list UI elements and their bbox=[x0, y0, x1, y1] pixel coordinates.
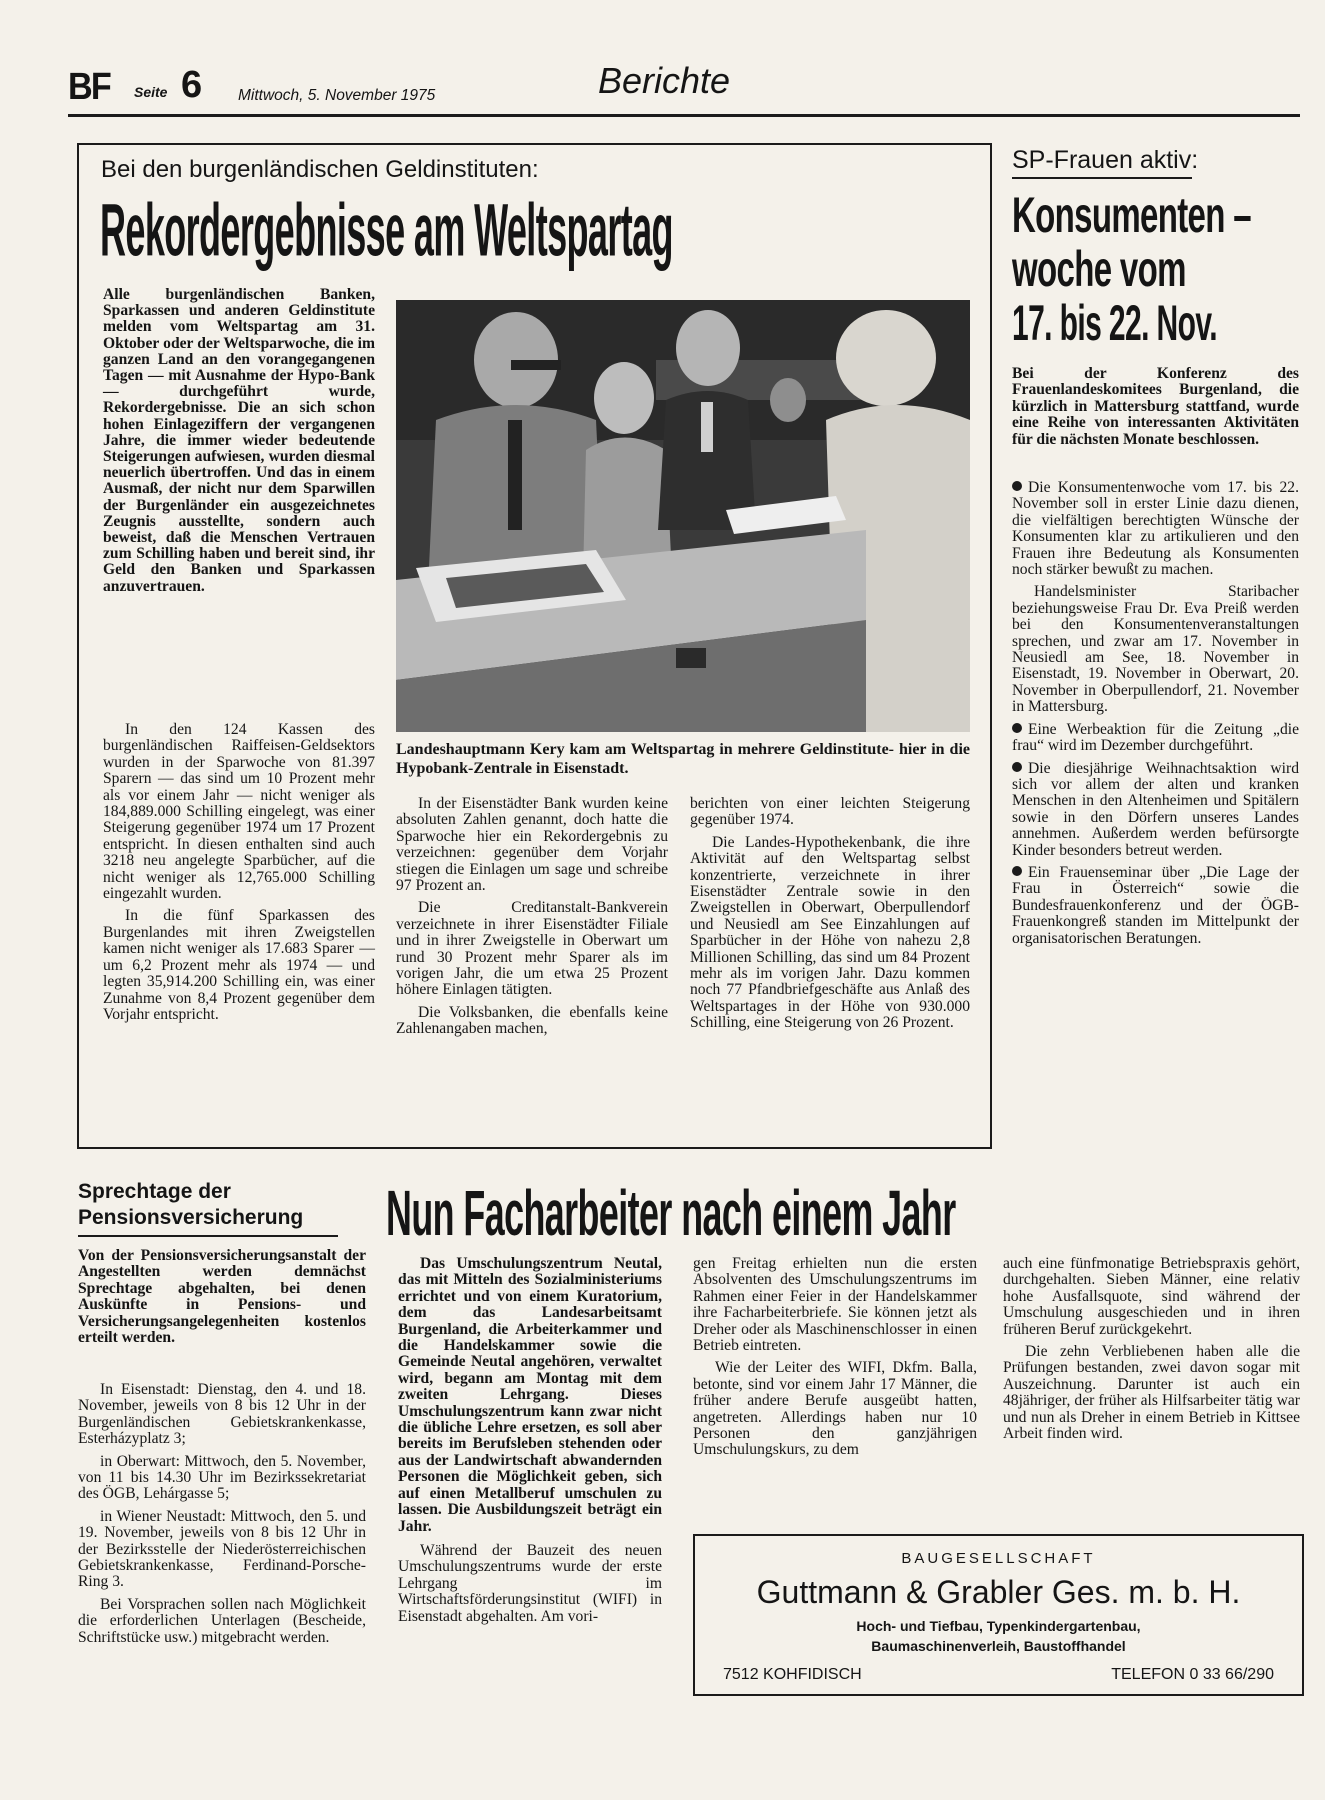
side-p1: Die Konsumentenwoche vom 17. bis 22. November soll in erster Linie dazu dienen, die vielfältigen berechtigten Wünsche der Konsumenten klar zu artikulieren und den Frauen ihre Bedeutung als Konsumenten noch stärker bewußt zu machen. bbox=[1012, 479, 1299, 579]
facharbeiter-col3-p2: Die zehn Verbliebenen haben alle die Prüfungen bestanden, zwei davon sogar mit Auszeichnung. Darunter ist auch ein 48jähriger, der früher als Hilfsarbeiter tätig war und nun als Dreher in einem Betrieb in Kittsee Arbeit finden wird. bbox=[1003, 1343, 1300, 1443]
header-rule bbox=[68, 114, 1300, 117]
pension-body bbox=[78, 1382, 366, 1652]
bullet-icon bbox=[1012, 723, 1022, 733]
facharbeiter-col2 bbox=[693, 1256, 977, 1465]
pension-p2: in Oberwart: Mittwoch, den 5. November, von 11 bis 14.30 Uhr im Bezirkssekretariat des ÖGB, Lehárgasse 5; bbox=[78, 1452, 366, 1503]
seite-label: Seite bbox=[134, 84, 168, 100]
side-body bbox=[1012, 480, 1299, 953]
side-p3-para bbox=[1012, 722, 1299, 755]
pension-title-rule bbox=[78, 1235, 338, 1237]
bullet-icon bbox=[1012, 866, 1022, 876]
side-headline-line1: Konsumenten – bbox=[1012, 187, 1251, 243]
side-p3: Eine Werbeaktion für die Zeitung „die frau“ wird im Dezember durchgeführt. bbox=[1012, 720, 1299, 755]
pension-p4: Bei Vorsprachen sollen nach Möglichkeit die erforderlichen Unterlagen (Bescheide, Schriftstücke usw.) mitgebracht werden. bbox=[78, 1595, 366, 1646]
side-p2: Handelsminister Staribacher beziehungsweise Frau Dr. Eva Preiß werden bei den Konsumentenveranstaltungen sprechen, und zwar am 17. November in Neusiedl am See, 18. November in Eisenstadt, 19. November in Oberwart, 20. November in Oberpullendorf, 21. November in Mattersburg. bbox=[1012, 583, 1299, 716]
facharbeiter-col3 bbox=[1003, 1256, 1300, 1448]
main-col3-p2: Die Landes-Hypothekenbank, die ihre Aktivität auf den Weltspartag selbst konzentrierte, verzeichnete in ihrer Eisenstädter Zentrale sowie in den Zweigstellen in Oberwart, Oberpullendorf und Neusiedl am See Einzahlungen auf Sparbücher in der Höhe von nahezu 2,8 Millionen Schilling, das sind um 84 Prozent mehr als im vorigen Jahr. Dazu kommen noch 77 Pfandbriefgeschäfte aus Anlaß des Weltspartages in der Höhe von 930.000 Schilling, eine Steigerung von 26 Prozent. bbox=[690, 833, 970, 1032]
ad-company: Guttmann & Grabler Ges. m. b. H. bbox=[756, 1574, 1241, 1610]
side-p4: Die diesjährige Weihnachtsaktion wird sich vor allem der alten und kranken Menschen in den Altenheimen und Spitälern sowie in den Dörfern unseres Landes annehmen. Außerdem werden befürsorgte Kinder besonders betreut werden. bbox=[1012, 759, 1299, 859]
ad-label: BAUGESELLSCHAFT bbox=[901, 1550, 1096, 1567]
side-p5: Ein Frauenseminar über „Die Lage der Frau in Österreich“ sowie die Bundesfrauenkonferenz und der ÖGB-Frauenkongreß standen im Mittelpunkt der organisatorischen Beratungen. bbox=[1012, 863, 1299, 947]
side-p4-para bbox=[1012, 761, 1299, 859]
side-kicker-rule bbox=[1012, 177, 1192, 179]
main-col1-paragraphs bbox=[103, 722, 375, 1029]
side-p5-para bbox=[1012, 865, 1299, 947]
pension-title-line1: Sprechtage der bbox=[78, 1180, 231, 1203]
main-headline: Rekordergebnisse am Weltspartag bbox=[100, 189, 673, 272]
bullet-icon bbox=[1012, 762, 1022, 772]
main-col2-p3: Die Volksbanken, die ebenfalls keine Zahlenangaben machen, bbox=[396, 1003, 668, 1038]
side-kicker: SP-Frauen aktiv: bbox=[1012, 146, 1199, 174]
facharbeiter-col1-p2: Während der Bauzeit des neuen Umschulungszentrums wurde der erste Lehrgang im Wirtschaftsförderungsinstitut (WIFI) in Eisenstadt abgehalten. Am vori- bbox=[398, 1541, 662, 1625]
side-p1-para bbox=[1012, 480, 1299, 578]
photo-caption: Landeshauptmann Kery kam am Weltspartag in mehrere Geldinstitute- hier in die Hypobank-Zentrale in Eisenstadt. bbox=[396, 741, 970, 777]
main-col2 bbox=[396, 796, 668, 1044]
main-col3 bbox=[690, 796, 970, 1038]
pension-title-line2: Pensionsversicherung bbox=[78, 1206, 304, 1229]
bank-photo bbox=[396, 300, 970, 732]
side-headline-line2: woche vom bbox=[1012, 241, 1186, 297]
facharbeiter-col2-p1: gen Freitag erhielten nun die ersten Absolventen des Umschulungszentrums im Rahmen einer Feier in der Handelskammer ihre Facharbeiterbriefe. Sie können jetzt als Dreher oder als Maschinenschlosser in einen Betrieb eintreten. bbox=[693, 1255, 977, 1355]
page-number: 6 bbox=[181, 64, 203, 106]
main-col2-p2: Die Creditanstalt-Bankverein verzeichnete in ihrer Eisenstädter Filiale und in ihrer Zweigstelle in Oberwart um rund 30 Prozent mehr Sparer als im vorigen Jahr, die um etwa 25 Prozent höhere Einlagen tätigten. bbox=[396, 899, 668, 999]
facharbeiter-col2-p2: Wie der Leiter des WIFI, Dkfm. Balla, betonte, sind vor einem Jahr 17 Männer, die früher andere Berufe ausgeübt hatten, angetreten. Allerdings haben nur 10 Personen den ganzjährigen Umschulungskurs, zu dem bbox=[693, 1359, 977, 1459]
pension-lead: Von der Pensionsversicherungsanstalt der Angestellten werden demnächst Sprechtage abgehalten, bei denen Auskünfte in Pensions- und Versicherungsangelegenheiten kostenlos erteilt werden. bbox=[78, 1247, 366, 1347]
bank-photo-illustration bbox=[396, 300, 970, 732]
facharbeiter-col1-lead: Das Umschulungszentrum Neutal, das mit Mitteln des Sozialministeriums errichtet und von einem Kuratorium, dem das Landesarbeitsamt Burgenland, die Arbeiterkammer und die Handelskammer sowie die Gemeinde Neutal angehören, verwaltet wird, begann am Montag mit dem zweiten Lehrgang. Dieses Umschulungszentrum kann zwar nicht die übliche Lehre ersetzen, es soll aber bereits im Berufsleben stehenden oder aus der Landwirtschaft abwandernden Personen die Möglichkeit geben, sich auf einen Metallberuf umschulen zu lassen. Die Ausbildungszeit beträgt ein Jahr. bbox=[398, 1255, 662, 1535]
main-col2-p1: In der Eisenstädter Bank wurden keine absoluten Zahlen genannt, doch hatte die Sparwoche hier ein Rekordergebnis zu verzeichnen: gegenüber dem Vorjahr stiegen die Einlagen um sage und schreibe 97 Prozent an. bbox=[396, 795, 668, 895]
ad-line1: Hoch- und Tiefbau, Typenkindergartenbau, bbox=[856, 1618, 1141, 1634]
facharbeiter-col1 bbox=[398, 1256, 662, 1631]
pension-p1: In Eisenstadt: Dienstag, den 4. und 18. November, jeweils von 8 bis 12 Uhr in der Burgenländischen Gebietskrankenkasse, Esterházyplatz 3; bbox=[78, 1381, 366, 1448]
main-lead: Alle burgenländischen Banken, Sparkassen und anderen Geldinstitute melden vom Weltspartag am 31. Oktober oder der Weltsparwoche, die im ganzen Land an den vorangegangenen Tagen — mit Ausnahme der Hypo-Bank — durchgeführt wurde, Rekordergebnisse. Die an sich schon hohen Einlageziffern der vergangenen Jahre, die immer wieder bedeutende Steigerungen aufwiesen, wurden diesmal neuerlich übertroffen. Und das in einem Ausmaß, der nicht nur dem Sparwillen der Burgenländer ein ausgezeichnetes Zeugnis ausstellte, sondern auch beweist, daß die Menschen Vertrauen zum Schilling haben und bereit sind, ihr Geld den Banken und Sparkassen anzuvertrauen. bbox=[103, 286, 375, 595]
advertisement-box bbox=[693, 1534, 1304, 1696]
ad-phone: TELEFON 0 33 66/290 bbox=[1111, 1666, 1274, 1683]
bullet-icon bbox=[1012, 481, 1022, 491]
pension-p3: in Wiener Neustadt: Mittwoch, den 5. und 19. November, jeweils von 8 bis 12 Uhr in der Bezirksstelle der Niederösterreichischen Gebietskrankenkasse, Ferdinand-Porsche-Ring 3. bbox=[78, 1507, 366, 1591]
facharbeiter-col3-p1: auch eine fünfmonatige Betriebspraxis gehört, durchgehalten. Sieben Männer, eine relativ hohe Ausfallsquote, sind während der Umschulung ausgeschieden und in ihren früheren Beruf zurückgekehrt. bbox=[1003, 1255, 1300, 1338]
main-col3-p1: berichten von einer leichten Steigerung gegenüber 1974. bbox=[690, 795, 970, 829]
side-headline-line3: 17. bis 22. Nov. bbox=[1012, 295, 1217, 351]
masthead-logo: BF bbox=[68, 66, 110, 108]
ad-line2: Baumaschinenverleih, Baustoffhandel bbox=[871, 1638, 1126, 1654]
facharbeiter-headline: Nun Facharbeiter nach einem Jahr bbox=[386, 1177, 956, 1249]
ad-address: 7512 KOHFIDISCH bbox=[723, 1666, 862, 1683]
side-lead: Bei der Konferenz des Frauenlandeskomitees Burgenland, die kürzlich in Mattersburg stattfand, wurde eine Reihe von interessanten Aktivitäten für die nächsten Monate beschlossen. bbox=[1012, 365, 1299, 448]
main-kicker: Bei den burgenländischen Geldinstituten: bbox=[101, 156, 539, 183]
main-col1-p2: In den 124 Kassen des burgenländischen Raiffeisen-Geldsektors wurden in der Sparwoche von 81.397 Sparern — das sind um 10 Prozent mehr als vor einem Jahr — nicht weniger als 184,889.000 Schilling eingelegt, was einer Steigerung gegenüber 1974 um 17 Prozent entspricht. In diesen enthalten sind auch 3218 neu angelegte Sparbücher, auf die nicht weniger als 12,765.000 Schilling eingezahlt wurden. bbox=[103, 721, 375, 903]
issue-date: Mittwoch, 5. November 1975 bbox=[238, 87, 436, 104]
section-title: Berichte bbox=[598, 60, 731, 101]
main-col1-p3: In die fünf Sparkassen des Burgenlandes mit ihren Zweigstellen kamen nicht weniger als 17.683 Sparer — um 6,2 Prozent mehr als 1974 — und legten 35,914.200 Schilling ein, was einer Zunahme von 8,4 Prozent gegenüber dem Vorjahr entspricht. bbox=[103, 907, 375, 1023]
